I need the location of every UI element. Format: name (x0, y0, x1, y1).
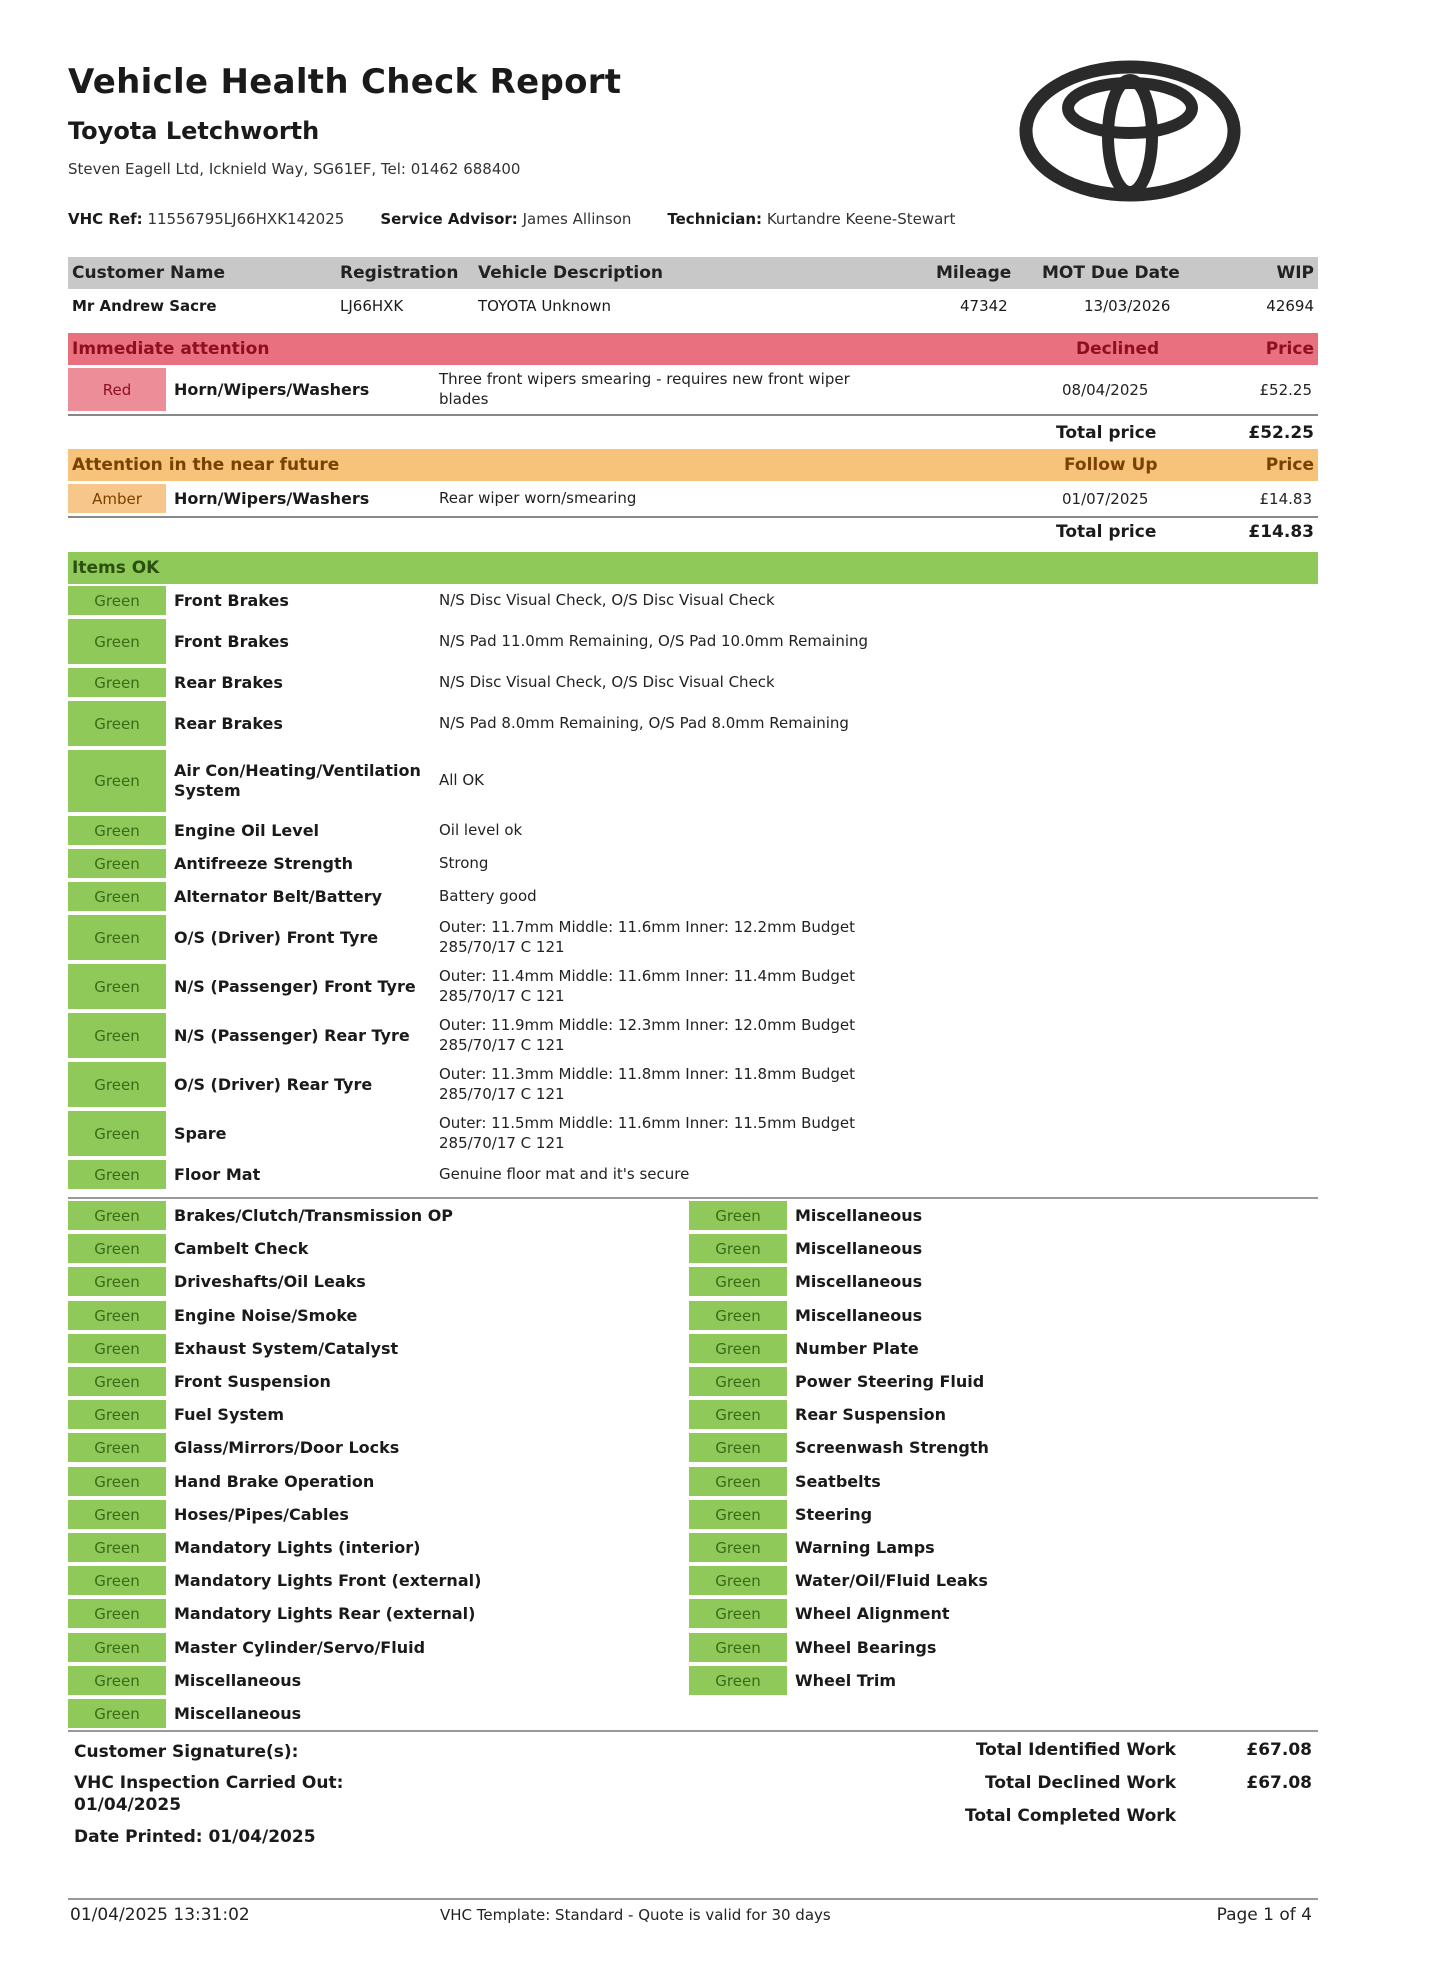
status-badge: Green (68, 619, 166, 664)
item-description: All OK (439, 771, 485, 790)
item-name: Hand Brake Operation (174, 1472, 375, 1491)
price-header: Price (1265, 339, 1314, 359)
status-badge: Green (68, 849, 166, 878)
status-badge: Green (689, 1467, 787, 1496)
technician-value: Kurtandre Keene-Stewart (766, 210, 956, 228)
status-badge: Green (689, 1334, 787, 1363)
vhc-ref (68, 210, 344, 228)
status-badge: Green (689, 1533, 787, 1562)
toyota-logo-icon (1018, 60, 1243, 202)
items-ok-grid-row (68, 1199, 668, 1232)
vhc-ref-value: 11556795LJ66HXK142025 (147, 210, 345, 228)
items-ok-grid-row (68, 1431, 668, 1464)
inspection-label: VHC Inspection Carried Out: (74, 1773, 344, 1793)
items-ok-grid-row (689, 1332, 1289, 1365)
status-badge: Green (68, 1699, 166, 1728)
status-badge: Green (689, 1599, 787, 1628)
registration-header: Registration (340, 263, 459, 283)
items-ok-grid-row (68, 1564, 668, 1597)
item-name: Horn/Wipers/Washers (174, 488, 370, 508)
date-printed-label: Date Printed: (74, 1827, 203, 1847)
items-ok-row (68, 1158, 1318, 1191)
items-ok-row (68, 617, 1318, 666)
status-badge: Green (68, 1234, 166, 1263)
items-ok-row (68, 847, 1318, 880)
footer-template: VHC Template: Standard - Quote is valid for 30 days (440, 1906, 831, 1924)
items-ok-grid-row (68, 1365, 668, 1398)
status-badge: Green (68, 1301, 166, 1330)
item-name: Mandatory Lights (interior) (174, 1538, 421, 1557)
items-ok-row (68, 748, 1318, 814)
items-ok-grid-row (68, 1398, 668, 1431)
items-ok-grid-row (689, 1664, 1289, 1697)
item-name: Antifreeze Strength (174, 853, 353, 873)
item-name: Rear Brakes (174, 713, 283, 733)
near-future-total-label: Total price (1056, 522, 1157, 542)
customer-name-header: Customer Name (72, 263, 225, 283)
date-printed (74, 1827, 316, 1847)
inspection-date: 01/04/2025 (74, 1795, 182, 1815)
item-name: Glass/Mirrors/Door Locks (174, 1438, 400, 1457)
item-name: N/S (Passenger) Rear Tyre (174, 1025, 410, 1045)
divider (68, 516, 1318, 518)
near-future-title: Attention in the near future (72, 455, 340, 475)
technician (667, 210, 955, 228)
advisor-value: James Allinson (522, 210, 632, 228)
item-name: Brakes/Clutch/Transmission OP (174, 1206, 454, 1225)
item-description: N/S Disc Visual Check, O/S Disc Visual Check (439, 672, 775, 691)
items-ok-row (68, 1011, 1318, 1060)
vehicle-row (68, 289, 1318, 323)
status-badge: Green (68, 1367, 166, 1396)
item-name: Number Plate (795, 1339, 919, 1358)
item-name: Rear Suspension (795, 1405, 946, 1424)
item-name: Wheel Bearings (795, 1638, 937, 1657)
report-meta (68, 210, 955, 228)
item-description: N/S Pad 8.0mm Remaining, O/S Pad 8.0mm Remaining (439, 713, 849, 732)
item-name: O/S (Driver) Rear Tyre (174, 1074, 373, 1094)
status-badge: Green (68, 750, 166, 812)
items-ok-grid-row (68, 1697, 668, 1730)
total-identified-value: £67.08 (1246, 1740, 1312, 1760)
status-badge: Green (68, 1334, 166, 1363)
divider (68, 414, 1318, 416)
item-name: Alternator Belt/Battery (174, 886, 383, 906)
item-name: Wheel Alignment (795, 1604, 950, 1623)
item-name: Miscellaneous (174, 1704, 302, 1723)
status-badge: Green (68, 1566, 166, 1595)
report-title: Vehicle Health Check Report (68, 62, 622, 102)
items-ok-grid-row (689, 1465, 1289, 1498)
near-future-price-header: Price (1265, 455, 1314, 475)
item-name: Air Con/Heating/Ventilation System (174, 761, 421, 800)
status-badge: Green (68, 1666, 166, 1695)
item-description: Strong (439, 853, 489, 872)
items-ok-grid-row (689, 1398, 1289, 1431)
declined-header: Declined (1076, 339, 1160, 359)
technician-label: Technician: (667, 210, 763, 228)
status-badge: Green (68, 1500, 166, 1529)
status-badge: Green (689, 1666, 787, 1695)
mileage: 47342 (960, 297, 1008, 315)
status-badge: Green (689, 1633, 787, 1662)
items-ok-grid-row (689, 1597, 1289, 1630)
total-completed-label: Total Completed Work (964, 1806, 1176, 1826)
dealer-name: Toyota Letchworth (68, 117, 320, 145)
item-name: Miscellaneous (795, 1272, 923, 1291)
items-ok-grid-row (68, 1498, 668, 1531)
total-identified-label: Total Identified Work (975, 1740, 1176, 1760)
item-name: Horn/Wipers/Washers (174, 379, 370, 399)
items-ok-grid-row (689, 1631, 1289, 1664)
items-ok-grid-row (689, 1299, 1289, 1332)
item-name: Engine Oil Level (174, 820, 320, 840)
vehicle-description: TOYOTA Unknown (478, 297, 611, 315)
item-name: Miscellaneous (174, 1671, 302, 1690)
items-ok-row (68, 913, 1318, 962)
status-badge: Green (68, 701, 166, 746)
follow-up-header: Follow Up (1064, 455, 1158, 475)
dealer-address: Steven Eagell Ltd, Icknield Way, SG61EF, Tel: 01462 688400 (68, 160, 521, 178)
footer-timestamp: 01/04/2025 13:31:02 (70, 1905, 250, 1925)
advisor-label: Service Advisor: (380, 210, 518, 228)
status-badge: Green (68, 882, 166, 911)
item-description: Outer: 11.3mm Middle: 11.8mm Inner: 11.8mm Budget 285/70/17 C 121 (439, 1065, 856, 1103)
status-badge: Green (68, 1400, 166, 1429)
item-description: Battery good (439, 886, 537, 905)
customer-name: Mr Andrew Sacre (72, 297, 217, 315)
divider (68, 1730, 1318, 1732)
item-name: Miscellaneous (795, 1206, 923, 1225)
items-ok-grid-row (689, 1365, 1289, 1398)
service-advisor (380, 210, 631, 228)
items-ok-grid-row (689, 1498, 1289, 1531)
status-badge: Green (68, 1533, 166, 1562)
item-price: £52.25 (1259, 380, 1312, 399)
item-name: Mandatory Lights Front (external) (174, 1571, 482, 1590)
items-ok-grid-row (68, 1631, 668, 1664)
items-ok-grid-row (689, 1265, 1289, 1298)
status-badge: Green (68, 1111, 166, 1156)
item-name: Hoses/Pipes/Cables (174, 1505, 349, 1524)
status-badge: Green (68, 586, 166, 615)
wip: 42694 (1266, 297, 1314, 315)
status-badge: Green (689, 1500, 787, 1529)
items-ok-row (68, 880, 1318, 913)
items-ok-row (68, 962, 1318, 1011)
near-future-total: £14.83 (1248, 522, 1314, 542)
item-name: Driveshafts/Oil Leaks (174, 1272, 366, 1291)
item-description: Outer: 11.4mm Middle: 11.6mm Inner: 11.4mm Budget 285/70/17 C 121 (439, 967, 856, 1005)
items-ok-row (68, 699, 1318, 748)
item-name: Mandatory Lights Rear (external) (174, 1604, 476, 1623)
status-badge: Green (68, 816, 166, 845)
items-ok-header (68, 552, 1318, 584)
near-future-item-row (68, 482, 1318, 515)
status-badge: Green (68, 1433, 166, 1462)
vehicle-description-header: Vehicle Description (478, 263, 663, 283)
immediate-attention-header (68, 333, 1318, 365)
status-badge: Red (68, 368, 166, 411)
item-description: N/S Pad 11.0mm Remaining, O/S Pad 10.0mm Remaining (439, 631, 869, 650)
declined-date: 08/04/2025 (1062, 380, 1149, 399)
mot-header: MOT Due Date (1042, 263, 1180, 283)
status-badge: Green (68, 1633, 166, 1662)
items-ok-grid-row (689, 1531, 1289, 1564)
items-ok-row (68, 584, 1318, 617)
follow-up-date: 01/07/2025 (1062, 489, 1149, 508)
status-badge: Green (68, 1013, 166, 1058)
near-future-header (68, 449, 1318, 481)
items-ok-grid-row (689, 1199, 1289, 1232)
items-ok-grid-row (68, 1597, 668, 1630)
total-declined-label: Total Declined Work (985, 1773, 1176, 1793)
item-name: Miscellaneous (795, 1306, 923, 1325)
item-name: Front Suspension (174, 1372, 331, 1391)
status-badge: Green (689, 1400, 787, 1429)
item-description: Genuine floor mat and it's secure (439, 1164, 690, 1183)
item-name: Miscellaneous (795, 1239, 923, 1258)
items-ok-grid-row (68, 1299, 668, 1332)
total-declined-value: £67.08 (1246, 1773, 1312, 1793)
status-badge: Green (68, 1160, 166, 1189)
item-name: O/S (Driver) Front Tyre (174, 927, 379, 947)
page-number: Page 1 of 4 (1216, 1905, 1312, 1925)
items-ok-grid-row (68, 1332, 668, 1365)
items-ok-row (68, 814, 1318, 847)
item-description: Outer: 11.5mm Middle: 11.6mm Inner: 11.5mm Budget 285/70/17 C 121 (439, 1114, 856, 1152)
item-name: Spare (174, 1123, 227, 1143)
item-description: Rear wiper worn/smearing (439, 488, 637, 507)
item-name: Front Brakes (174, 631, 289, 651)
items-ok-row (68, 666, 1318, 699)
item-description: Outer: 11.7mm Middle: 11.6mm Inner: 12.2mm Budget 285/70/17 C 121 (439, 918, 856, 956)
item-name: Power Steering Fluid (795, 1372, 985, 1391)
item-name: Rear Brakes (174, 672, 283, 692)
item-name: Master Cylinder/Servo/Fluid (174, 1638, 426, 1657)
status-badge: Green (68, 915, 166, 960)
status-badge: Green (68, 1599, 166, 1628)
item-name: Seatbelts (795, 1472, 881, 1491)
vehicle-header (68, 257, 1318, 289)
item-name: Engine Noise/Smoke (174, 1306, 358, 1325)
status-badge: Green (689, 1201, 787, 1230)
item-name: N/S (Passenger) Front Tyre (174, 976, 416, 996)
vhc-ref-label: VHC Ref: (68, 210, 143, 228)
status-badge: Green (68, 1201, 166, 1230)
immediate-title: Immediate attention (72, 339, 270, 359)
mileage-header: Mileage (936, 263, 1012, 283)
status-badge: Green (689, 1267, 787, 1296)
items-ok-grid-row (68, 1531, 668, 1564)
status-badge: Green (689, 1566, 787, 1595)
item-name: Front Brakes (174, 590, 289, 610)
item-name: Warning Lamps (795, 1538, 935, 1557)
items-ok-grid-row (689, 1564, 1289, 1597)
items-ok-grid-row (68, 1232, 668, 1265)
item-name: Wheel Trim (795, 1671, 896, 1690)
item-name: Exhaust System/Catalyst (174, 1339, 399, 1358)
item-name: Water/Oil/Fluid Leaks (795, 1571, 988, 1590)
item-name: Screenwash Strength (795, 1438, 989, 1457)
items-ok-grid-row (689, 1232, 1289, 1265)
immediate-total: £52.25 (1248, 423, 1314, 443)
item-description: Oil level ok (439, 820, 523, 839)
footer-divider (68, 1898, 1318, 1900)
item-description: Three front wipers smearing - requires new front wiper blades (439, 370, 850, 408)
registration: LJ66HXK (340, 297, 404, 315)
item-name: Steering (795, 1505, 873, 1524)
status-badge: Green (68, 964, 166, 1009)
item-price: £14.83 (1259, 489, 1312, 508)
items-ok-row (68, 1109, 1318, 1158)
mot-due-date: 13/03/2026 (1084, 297, 1171, 315)
items-ok-grid-row (689, 1431, 1289, 1464)
immediate-total-label: Total price (1056, 423, 1157, 443)
status-badge: Green (689, 1433, 787, 1462)
status-badge: Green (68, 1267, 166, 1296)
items-ok-grid-row (68, 1265, 668, 1298)
status-badge: Amber (68, 484, 166, 513)
item-name: Cambelt Check (174, 1239, 309, 1258)
item-description: Outer: 11.9mm Middle: 12.3mm Inner: 12.0mm Budget 285/70/17 C 121 (439, 1016, 856, 1054)
immediate-item-row (68, 366, 1318, 413)
customer-signature-label: Customer Signature(s): (74, 1742, 299, 1762)
date-printed-value: 01/04/2025 (208, 1827, 316, 1847)
status-badge: Green (68, 1467, 166, 1496)
status-badge: Green (68, 668, 166, 697)
status-badge: Green (689, 1301, 787, 1330)
items-ok-grid-row (68, 1465, 668, 1498)
items-ok-grid-row (68, 1664, 668, 1697)
items-ok-title: Items OK (72, 558, 160, 578)
item-name: Fuel System (174, 1405, 285, 1424)
status-badge: Green (68, 1062, 166, 1107)
status-badge: Green (689, 1367, 787, 1396)
status-badge: Green (689, 1234, 787, 1263)
item-description: N/S Disc Visual Check, O/S Disc Visual Check (439, 590, 775, 609)
wip-header: WIP (1276, 263, 1314, 283)
items-ok-row (68, 1060, 1318, 1109)
item-name: Floor Mat (174, 1164, 261, 1184)
